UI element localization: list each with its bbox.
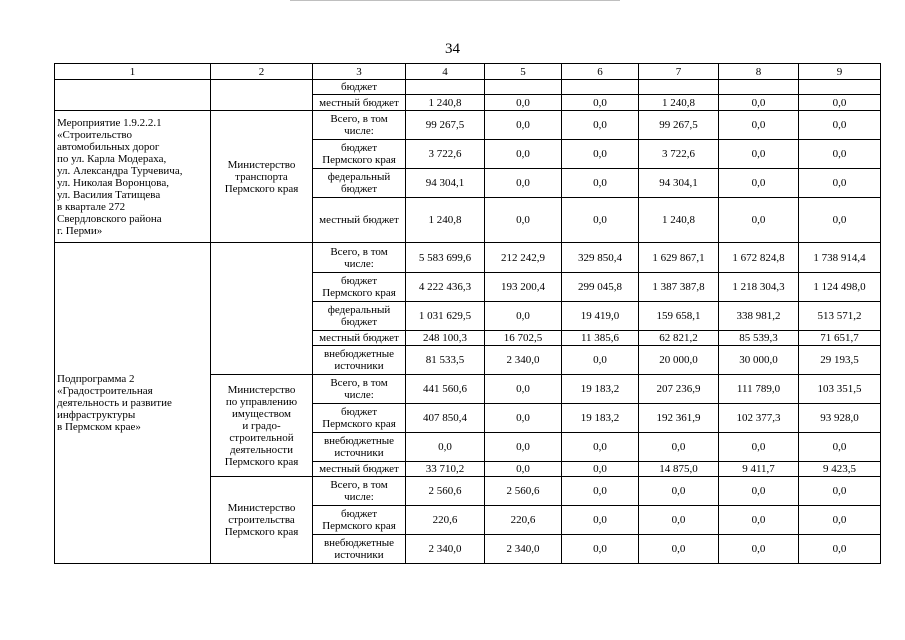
amount-cell: 0,0	[799, 535, 881, 564]
amount-cell: 1 240,8	[639, 198, 719, 243]
amount-cell: 99 267,5	[639, 111, 719, 140]
amount-cell: 513 571,2	[799, 302, 881, 331]
amount-cell: 2 560,6	[485, 477, 562, 506]
amount-cell: 407 850,4	[406, 404, 485, 433]
amount-cell: 0,0	[562, 140, 639, 169]
amount-cell: 0,0	[485, 302, 562, 331]
amount-cell: 0,0	[562, 462, 639, 477]
funding-source-cell: Всего, в том числе:	[313, 243, 406, 273]
amount-cell: 1 240,8	[406, 95, 485, 111]
column-number: 9	[799, 64, 881, 80]
amount-cell: 0,0	[562, 198, 639, 243]
funding-source-cell: федеральный бюджет	[313, 302, 406, 331]
amount-cell: 2 340,0	[485, 535, 562, 564]
amount-cell: 0,0	[799, 477, 881, 506]
amount-cell: 4 222 436,3	[406, 273, 485, 302]
amount-cell: 0,0	[799, 506, 881, 535]
funding-source-cell: внебюджетные источники	[313, 535, 406, 564]
amount-cell: 11 385,6	[562, 331, 639, 346]
amount-cell	[562, 80, 639, 95]
amount-cell: 193 200,4	[485, 273, 562, 302]
amount-cell: 248 100,3	[406, 331, 485, 346]
funding-source-cell: внебюджетные источники	[313, 433, 406, 462]
amount-cell: 1 031 629,5	[406, 302, 485, 331]
column-number: 7	[639, 64, 719, 80]
amount-cell: 338 981,2	[719, 302, 799, 331]
amount-cell: 1 387 387,8	[639, 273, 719, 302]
table-row	[55, 111, 881, 140]
amount-cell	[799, 80, 881, 95]
funding-source-cell: бюджет	[313, 80, 406, 95]
column-number: 8	[719, 64, 799, 80]
executor-cell: Министерство строительства Пермского края	[211, 477, 313, 564]
amount-cell: 0,0	[562, 111, 639, 140]
amount-cell: 0,0	[562, 169, 639, 198]
amount-cell: 19 419,0	[562, 302, 639, 331]
amount-cell: 20 000,0	[639, 346, 719, 375]
program-name-cell: Мероприятие 1.9.2.2.1 «Строительство автомобильных дорог по ул. Карла Модераха, ул. Александра Турчевича, ул. Николая Воронцова, ул. Василия Татищева в квартале 272 Свердловского района г. Перми»	[55, 111, 211, 243]
amount-cell: 94 304,1	[639, 169, 719, 198]
column-number: 4	[406, 64, 485, 80]
amount-cell: 0,0	[799, 140, 881, 169]
amount-cell: 81 533,5	[406, 346, 485, 375]
amount-cell: 0,0	[799, 433, 881, 462]
amount-cell: 9 423,5	[799, 462, 881, 477]
amount-cell: 1 672 824,8	[719, 243, 799, 273]
amount-cell: 441 560,6	[406, 375, 485, 404]
amount-cell	[639, 80, 719, 95]
amount-cell: 0,0	[719, 535, 799, 564]
executor-cell	[211, 80, 313, 111]
column-number: 6	[562, 64, 639, 80]
amount-cell: 103 351,5	[799, 375, 881, 404]
amount-cell: 0,0	[639, 535, 719, 564]
page-number: 34	[445, 41, 460, 57]
amount-cell: 71 651,7	[799, 331, 881, 346]
amount-cell: 99 267,5	[406, 111, 485, 140]
amount-cell: 0,0	[562, 506, 639, 535]
amount-cell: 19 183,2	[562, 375, 639, 404]
amount-cell: 14 875,0	[639, 462, 719, 477]
amount-cell: 94 304,1	[406, 169, 485, 198]
amount-cell: 0,0	[562, 346, 639, 375]
amount-cell: 0,0	[639, 433, 719, 462]
amount-cell: 1 738 914,4	[799, 243, 881, 273]
amount-cell: 0,0	[485, 169, 562, 198]
amount-cell: 0,0	[639, 477, 719, 506]
column-number: 5	[485, 64, 562, 80]
amount-cell: 1 240,8	[639, 95, 719, 111]
amount-cell	[406, 80, 485, 95]
funding-source-cell: внебюджетные источники	[313, 346, 406, 375]
funding-source-cell: Всего, в том числе:	[313, 111, 406, 140]
column-number-row	[55, 64, 881, 80]
amount-cell	[719, 80, 799, 95]
amount-cell: 0,0	[485, 404, 562, 433]
amount-cell: 0,0	[719, 140, 799, 169]
amount-cell: 19 183,2	[562, 404, 639, 433]
amount-cell: 0,0	[562, 535, 639, 564]
amount-cell: 5 583 699,6	[406, 243, 485, 273]
top-rule	[290, 0, 620, 1]
funding-source-cell: местный бюджет	[313, 331, 406, 346]
amount-cell: 0,0	[719, 477, 799, 506]
amount-cell: 0,0	[719, 433, 799, 462]
amount-cell: 0,0	[719, 111, 799, 140]
funding-source-cell: бюджет Пермского края	[313, 506, 406, 535]
column-number: 3	[313, 64, 406, 80]
executor-cell: Министерство транспорта Пермского края	[211, 111, 313, 243]
amount-cell: 0,0	[562, 433, 639, 462]
amount-cell: 0,0	[562, 95, 639, 111]
amount-cell: 30 000,0	[719, 346, 799, 375]
amount-cell: 192 361,9	[639, 404, 719, 433]
funding-source-cell: федеральный бюджет	[313, 169, 406, 198]
amount-cell: 93 928,0	[799, 404, 881, 433]
column-number: 1	[55, 64, 211, 80]
amount-cell: 33 710,2	[406, 462, 485, 477]
amount-cell: 0,0	[799, 198, 881, 243]
amount-cell: 0,0	[719, 506, 799, 535]
amount-cell: 1 629 867,1	[639, 243, 719, 273]
amount-cell: 212 242,9	[485, 243, 562, 273]
table-row	[55, 80, 881, 95]
amount-cell: 0,0	[485, 462, 562, 477]
amount-cell: 85 539,3	[719, 331, 799, 346]
amount-cell: 2 340,0	[406, 535, 485, 564]
amount-cell: 0,0	[799, 169, 881, 198]
amount-cell: 2 560,6	[406, 477, 485, 506]
funding-source-cell: Всего, в том числе:	[313, 477, 406, 506]
amount-cell: 102 377,3	[719, 404, 799, 433]
amount-cell: 0,0	[799, 111, 881, 140]
amount-cell: 0,0	[719, 95, 799, 111]
amount-cell: 29 193,5	[799, 346, 881, 375]
amount-cell: 220,6	[406, 506, 485, 535]
amount-cell: 3 722,6	[639, 140, 719, 169]
executor-cell: Министерство по управлению имуществом и градо- строительной деятельности Пермского края	[211, 375, 313, 477]
program-name-cell: Подпрограмма 2 «Градостроительная деятельность и развитие инфраструктуры в Пермском крае»	[55, 243, 211, 564]
amount-cell: 0,0	[485, 433, 562, 462]
amount-cell: 0,0	[799, 95, 881, 111]
amount-cell: 0,0	[485, 140, 562, 169]
amount-cell: 0,0	[485, 95, 562, 111]
amount-cell: 299 045,8	[562, 273, 639, 302]
amount-cell: 329 850,4	[562, 243, 639, 273]
amount-cell: 3 722,6	[406, 140, 485, 169]
amount-cell: 220,6	[485, 506, 562, 535]
amount-cell: 0,0	[562, 477, 639, 506]
amount-cell: 0,0	[719, 169, 799, 198]
funding-source-cell: бюджет Пермского края	[313, 404, 406, 433]
funding-source-cell: бюджет Пермского края	[313, 273, 406, 302]
amount-cell: 62 821,2	[639, 331, 719, 346]
amount-cell: 16 702,5	[485, 331, 562, 346]
funding-source-cell: бюджет Пермского края	[313, 140, 406, 169]
funding-source-cell: местный бюджет	[313, 198, 406, 243]
amount-cell: 159 658,1	[639, 302, 719, 331]
executor-cell	[211, 243, 313, 375]
amount-cell: 2 340,0	[485, 346, 562, 375]
amount-cell: 111 789,0	[719, 375, 799, 404]
amount-cell: 1 218 304,3	[719, 273, 799, 302]
amount-cell: 0,0	[485, 198, 562, 243]
amount-cell: 0,0	[485, 375, 562, 404]
amount-cell	[485, 80, 562, 95]
amount-cell: 0,0	[406, 433, 485, 462]
table-body	[55, 80, 881, 564]
funding-source-cell: местный бюджет	[313, 462, 406, 477]
table-row	[55, 243, 881, 273]
amount-cell: 9 411,7	[719, 462, 799, 477]
amount-cell: 1 124 498,0	[799, 273, 881, 302]
funding-source-cell: местный бюджет	[313, 95, 406, 111]
amount-cell: 207 236,9	[639, 375, 719, 404]
amount-cell: 0,0	[719, 198, 799, 243]
program-name-cell	[55, 80, 211, 111]
amount-cell: 0,0	[485, 111, 562, 140]
amount-cell: 0,0	[639, 506, 719, 535]
funding-source-cell: Всего, в том числе:	[313, 375, 406, 404]
column-number: 2	[211, 64, 313, 80]
budget-table	[54, 63, 881, 564]
amount-cell: 1 240,8	[406, 198, 485, 243]
